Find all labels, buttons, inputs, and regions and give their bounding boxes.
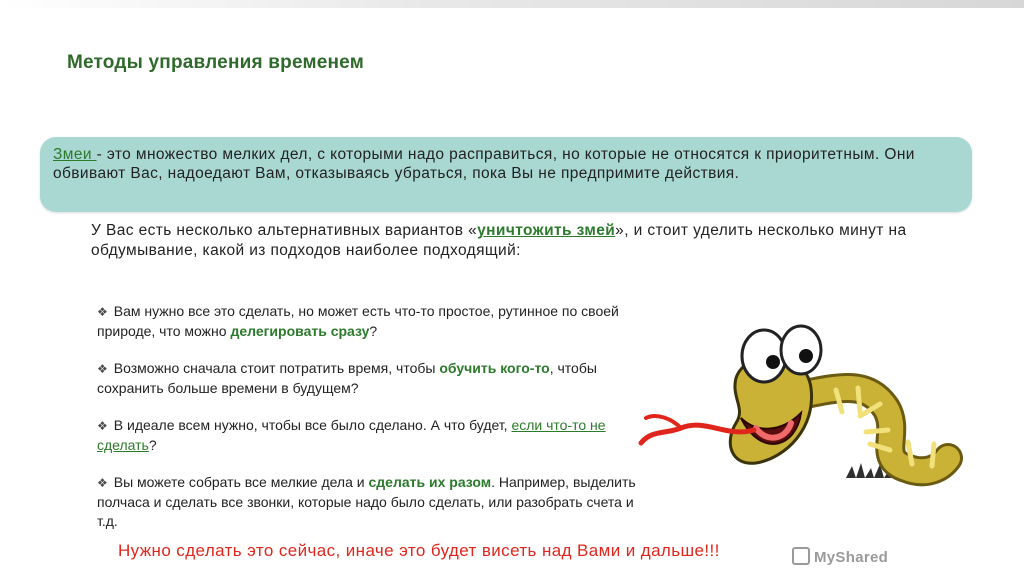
bullet-text: , чтобы сохранить больше времени в будущем? — [97, 360, 597, 396]
intro-paragraph — [91, 221, 951, 261]
footer-warning: Нужно сделать это сейчас, иначе это будет висеть над Вами и дальше!!! — [118, 541, 720, 560]
list-item — [97, 416, 637, 455]
watermark — [792, 547, 888, 566]
bullet-text: В идеале всем нужно, чтобы все было сделано. А что будет, — [113, 417, 512, 433]
diamond-bullet-icon: ❖ — [97, 419, 108, 433]
list-item — [97, 359, 637, 398]
list-item — [97, 302, 637, 341]
bullet-highlight: сделать их разом — [368, 474, 492, 490]
bullet-text: ? — [369, 323, 378, 339]
bullet-highlight: если что-то не сделать — [97, 417, 606, 453]
watermark-text: MyShared — [814, 549, 889, 566]
diamond-bullet-icon: ❖ — [97, 476, 108, 490]
bullet-list — [97, 302, 637, 549]
slide-title: Методы управления временем — [67, 52, 364, 73]
bullet-text: Возможно сначала стоит потратить время, чтобы — [113, 360, 440, 376]
bullet-text: Вам нужно все это сделать, но может есть что-то простое, рутинное по своей природе, что можно — [97, 303, 619, 339]
bullet-highlight: обучить кого-то — [439, 360, 550, 376]
bullet-text: Вы можете собрать все мелкие дела и — [113, 474, 369, 490]
intro-after: », и стоит уделить несколько минут на обдумывание, какой из подходов наиболее подходящий: — [91, 222, 907, 259]
watermark-icon — [792, 547, 810, 565]
bullet-text: . Например, выделить полчаса и сделать все звонки, которые надо было сделать, или разобрать счета и т.д. — [97, 474, 636, 529]
bullet-text: ? — [148, 437, 157, 453]
list-item — [97, 473, 637, 531]
definition-body: - это множество мелких дел, с которыми надо расправиться, но которые не относятся к приоритетным. Они обвивают Вас, надоедают Вам, отказываясь убраться, пока Вы не предпримите действия. — [53, 146, 915, 182]
definition-term: Змеи — [53, 146, 97, 163]
diamond-bullet-icon: ❖ — [97, 362, 108, 376]
top-bar — [0, 0, 1024, 8]
intro-before: У Вас есть несколько альтернативных вариантов « — [91, 222, 478, 239]
definition-text — [53, 145, 963, 183]
intro-highlight: уничтожить змей — [477, 222, 616, 239]
snake-illustration — [636, 318, 966, 498]
diamond-bullet-icon: ❖ — [97, 305, 108, 319]
bullet-highlight: делегировать сразу — [230, 323, 370, 339]
